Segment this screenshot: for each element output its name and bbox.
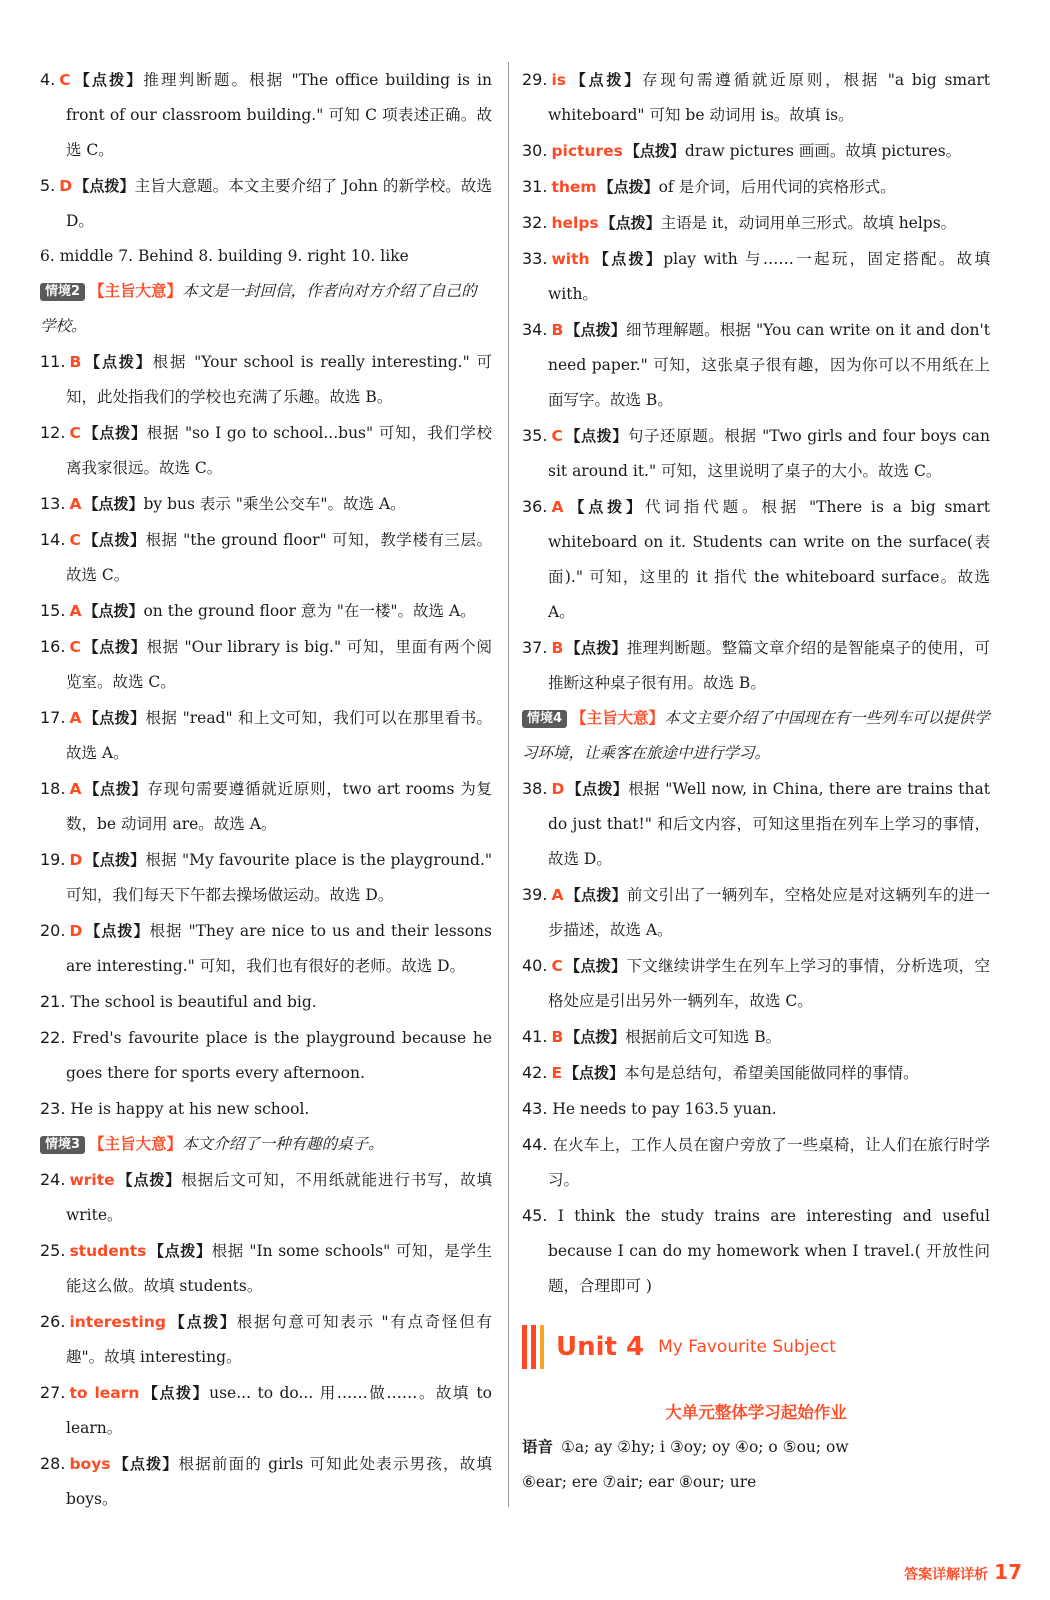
explanation-text: 存现句需遵循就近原则，根据 "a big smart whiteboard" 可知 be 动词用 is。故填 is。 xyxy=(548,71,990,124)
answer-key: D xyxy=(551,780,565,798)
answer-key: interesting xyxy=(69,1313,166,1331)
question-number: 26. xyxy=(40,1312,66,1331)
phonics-answers-1: ①a; ay ②hy; i ③oy; oy ④o; o ⑤ou; ow xyxy=(561,1438,849,1456)
answer-item xyxy=(522,1055,990,1091)
hint-tag: 【点拨】 xyxy=(600,214,661,232)
scene-badge: 情境2 xyxy=(40,283,85,301)
unit-title: Unit 4 xyxy=(556,1332,645,1362)
hint-tag: 【点拨】 xyxy=(598,178,659,196)
question-number: 37. xyxy=(522,638,548,657)
page-footer xyxy=(904,1560,1022,1584)
scene-intro xyxy=(40,274,492,344)
explanation-text: 根据前面的 girls 可知此处表示男孩，故填 boys。 xyxy=(66,1455,492,1508)
question-number: 16. xyxy=(40,637,66,656)
hint-tag: 【点拨】 xyxy=(83,353,153,371)
answer-key: B xyxy=(551,1028,564,1046)
hint-tag: 【点拨】 xyxy=(167,1313,237,1331)
unit-bars-icon xyxy=(522,1325,544,1369)
answer-item xyxy=(522,169,990,205)
hint-tag: 【点拨】 xyxy=(565,321,626,339)
answer-item xyxy=(522,1127,990,1198)
explanation-text: play with 与……一起玩，固定搭配。故填 with。 xyxy=(548,250,990,303)
answer-key: C xyxy=(59,71,71,89)
answer-item xyxy=(522,205,990,241)
question-number: 28. xyxy=(40,1454,66,1473)
answer-key: pictures xyxy=(551,142,623,160)
explanation-text: 细节理解题。根据 "You can write on it and don't need paper." 可知，这张桌子很有趣，因为你可以不用纸在上面写字。故选 B。 xyxy=(548,321,990,409)
question-number: 25. xyxy=(40,1241,66,1260)
explanation-text: He needs to pay 163.5 yuan. xyxy=(552,1100,777,1118)
question-number: 17. xyxy=(40,708,66,727)
explanation-text: 根据 "They are nice to us and their lessons are interesting." 可知，我们也有很好的老师。故选 D。 xyxy=(66,922,492,975)
hint-tag: 【点拨】 xyxy=(591,250,664,268)
scene-intro xyxy=(522,701,990,771)
question-number: 18. xyxy=(40,779,66,798)
explanation-text: 根据前后文可知选 B。 xyxy=(625,1028,782,1046)
answer-item xyxy=(522,630,990,701)
question-number: 23. xyxy=(40,1099,66,1118)
footer-label: 答案详解详析 xyxy=(904,1567,989,1583)
hint-tag: 【点拨】 xyxy=(83,495,144,513)
answer-key: is xyxy=(551,71,566,89)
answer-key: C xyxy=(69,638,81,656)
question-number: 24. xyxy=(40,1170,66,1189)
question-number: 43. xyxy=(522,1099,548,1118)
hint-tag: 【点拨】 xyxy=(141,1384,210,1402)
answer-key: A xyxy=(69,495,82,513)
answer-item xyxy=(522,877,990,948)
question-number: 41. xyxy=(522,1027,548,1046)
column-divider xyxy=(508,62,509,1507)
explanation-text: 本句是总结句，希望美国能做同样的事情。 xyxy=(624,1064,919,1082)
answer-key: helps xyxy=(551,214,599,232)
question-number: 45. xyxy=(522,1206,548,1225)
answer-item xyxy=(40,415,492,486)
answer-item xyxy=(522,312,990,418)
phonics-label: 语音 xyxy=(522,1438,554,1456)
answer-item xyxy=(40,1091,492,1127)
explanation-text: 代词指代题。根据 "There is a big smart whiteboard on it. Students can write on the surface(表面)." 可知，这里的 it 指代 the whiteboard surface。故选 A。 xyxy=(548,498,990,621)
answer-key: to learn xyxy=(69,1384,140,1402)
answer-line: 6. middle 7. Behind 8. building 9. right 10. like xyxy=(40,247,409,265)
answer-item xyxy=(522,489,990,630)
hint-tag: 【点拨】 xyxy=(83,780,148,798)
main-idea-tag: 【主旨大意】 xyxy=(89,1135,183,1153)
explanation-text: use... to do... 用……做……。故填 to learn。 xyxy=(66,1384,492,1437)
hint-tag: 【点拨】 xyxy=(82,424,147,442)
explanation-text: by bus 表示 "乘坐公交车"。故选 A。 xyxy=(143,495,406,513)
answer-item xyxy=(40,168,492,239)
question-number: 14. xyxy=(40,530,66,549)
hint-tag: 【点拨】 xyxy=(565,498,645,516)
answer-item xyxy=(40,842,492,913)
answer-item xyxy=(522,133,990,169)
answer-key: students xyxy=(69,1242,147,1260)
hint-tag: 【点拨】 xyxy=(565,1028,626,1046)
unit-subtitle: My Favourite Subject xyxy=(658,1337,836,1357)
hint-tag: 【点拨】 xyxy=(624,142,685,160)
answer-item xyxy=(522,948,990,1019)
question-number: 34. xyxy=(522,320,548,339)
question-number: 4. xyxy=(40,70,56,89)
explanation-text: 根据后文可知，不用纸就能进行书写，故填 write。 xyxy=(66,1171,492,1224)
unit-heading xyxy=(522,1320,990,1374)
scene-text: 本文是一封回信，作者向对方介绍了自己的学校。 xyxy=(40,282,477,335)
answer-key: C xyxy=(551,427,563,445)
hint-tag: 【点拨】 xyxy=(564,957,627,975)
question-number: 38. xyxy=(522,779,548,798)
explanation-text: Fred's favourite place is the playground because he goes there for sports every afternoon. xyxy=(66,1029,492,1082)
answer-key: D xyxy=(59,177,73,195)
answer-key: C xyxy=(69,531,81,549)
question-number: 29. xyxy=(522,70,548,89)
question-number: 20. xyxy=(40,921,66,940)
explanation-text: 在火车上，工作人员在窗户旁放了一些桌椅，让人们在旅行时学习。 xyxy=(548,1136,990,1189)
explanation-text: 根据 "so I go to school...bus" 可知，我们学校离我家很远。故选 C。 xyxy=(66,424,492,477)
right-column xyxy=(522,62,990,1500)
explanation-text: 根据 "the ground floor" 可知，教学楼有三层。故选 C。 xyxy=(66,531,492,584)
question-number: 32. xyxy=(522,213,548,232)
explanation-text: He is happy at his new school. xyxy=(70,1100,310,1118)
answer-item xyxy=(522,1091,990,1127)
question-number: 36. xyxy=(522,497,548,516)
scene-badge: 情境3 xyxy=(40,1136,85,1154)
answer-item xyxy=(522,1198,990,1304)
main-idea-tag: 【主旨大意】 xyxy=(571,709,665,727)
answer-key: A xyxy=(69,602,82,620)
explanation-text: 根据句意可知表示 "有点奇怪但有趣"。故填 interesting。 xyxy=(66,1313,492,1366)
hint-tag: 【点拨】 xyxy=(82,638,147,656)
hint-tag: 【点拨】 xyxy=(565,886,627,904)
right-answer-list xyxy=(522,62,990,1304)
answer-key: C xyxy=(551,957,563,975)
answer-key: B xyxy=(551,321,564,339)
question-number: 13. xyxy=(40,494,66,513)
answer-item xyxy=(40,62,492,168)
answer-item xyxy=(40,522,492,593)
explanation-text: 根据 "read" 和上文可知，我们可以在那里看书。故选 A。 xyxy=(66,709,492,762)
section-title: 大单元整体学习起始作业 xyxy=(665,1403,847,1422)
question-number: 12. xyxy=(40,423,66,442)
hint-tag: 【点拨】 xyxy=(564,1064,625,1082)
hint-tag: 【点拨】 xyxy=(566,780,629,798)
scene-intro xyxy=(40,1127,492,1162)
question-number: 44. xyxy=(522,1135,548,1154)
scene-badge: 情境4 xyxy=(522,710,567,728)
hint-tag: 【点拨】 xyxy=(565,639,627,657)
main-idea-tag: 【主旨大意】 xyxy=(89,282,183,300)
answer-key: E xyxy=(551,1064,563,1082)
answer-item xyxy=(40,344,492,415)
answer-key: B xyxy=(69,353,82,371)
answer-key: A xyxy=(551,498,564,516)
answer-item xyxy=(40,1446,492,1517)
question-number: 39. xyxy=(522,885,548,904)
answer-item xyxy=(40,984,492,1020)
explanation-text: 句子还原题。根据 "Two girls and four boys can sit around it." 可知，这里说明了桌子的大小。故选 C。 xyxy=(548,427,990,480)
explanation-text: 根据 "Your school is really interesting." 可知，此处指我们的学校也充满了乐趣。故选 B。 xyxy=(66,353,492,406)
question-number: 15. xyxy=(40,601,66,620)
explanation-text: 前文引出了一辆列车，空格处应是对这辆列车的进一步描述，故选 A。 xyxy=(548,886,990,939)
question-number: 42. xyxy=(522,1063,548,1082)
answer-item xyxy=(522,1019,990,1055)
left-column xyxy=(40,62,492,1517)
hint-tag: 【点拨】 xyxy=(83,709,146,727)
explanation-text: 根据 "Well now, in China, there are trains that do just that!" 和后文内容，可知这里指在列车上学习的事情，故选 D。 xyxy=(548,780,990,868)
hint-tag: 【点拨】 xyxy=(116,1171,182,1189)
scene-text: 本文主要介绍了中国现在有一些列车可以提供学习环境，让乘客在旅途中进行学习。 xyxy=(522,709,990,762)
answer-item xyxy=(40,700,492,771)
answer-item xyxy=(40,593,492,629)
explanation-text: The school is beautiful and big. xyxy=(70,993,317,1011)
question-number: 31. xyxy=(522,177,548,196)
explanation-text: of 是介词，后用代词的宾格形式。 xyxy=(658,178,896,196)
answer-item xyxy=(40,1233,492,1304)
answer-key: D xyxy=(69,851,83,869)
explanation-text: 主旨大意题。本文主要介绍了 John 的新学校。故选 D。 xyxy=(66,177,492,230)
answer-item xyxy=(522,62,990,133)
explanation-text: 推理判断题。整篇文章介绍的是智能桌子的使用，可推断这种桌子很有用。故选 B。 xyxy=(548,639,990,692)
question-number: 19. xyxy=(40,850,66,869)
explanation-text: 根据 "My favourite place is the playground." 可知，我们每天下午都去操场做运动。故选 D。 xyxy=(66,851,492,904)
answer-key: write xyxy=(69,1171,115,1189)
explanation-text: I think the study trains are interesting and useful because I can do my homework when I travel.( 开放性问题，合理即可 ) xyxy=(548,1207,990,1295)
scene-text: 本文介绍了一种有趣的桌子。 xyxy=(182,1135,384,1153)
answer-item xyxy=(40,913,492,984)
answer-key: A xyxy=(69,709,82,727)
answer-key: A xyxy=(551,886,564,904)
hint-tag: 【点拨】 xyxy=(82,531,146,549)
answer-key: C xyxy=(69,424,81,442)
question-number: 33. xyxy=(522,249,548,268)
hint-tag: 【点拨】 xyxy=(84,922,150,940)
hint-tag: 【点拨】 xyxy=(568,71,643,89)
question-number: 35. xyxy=(522,426,548,445)
answer-key: with xyxy=(551,250,590,268)
answer-key: A xyxy=(69,780,82,798)
explanation-text: on the ground floor 意为 "在一楼"。故选 A。 xyxy=(143,602,476,620)
question-number: 40. xyxy=(522,956,548,975)
hint-tag: 【点拨】 xyxy=(148,1242,212,1260)
answer-key: them xyxy=(551,178,597,196)
hint-tag: 【点拨】 xyxy=(84,851,146,869)
hint-tag: 【点拨】 xyxy=(74,177,135,195)
phonics-line-1 xyxy=(522,1430,990,1465)
hint-tag: 【点拨】 xyxy=(83,602,144,620)
answer-key: B xyxy=(551,639,564,657)
question-number: 30. xyxy=(522,141,548,160)
explanation-text: 存现句需要遵循就近原则，two art rooms 为复数，be 动词用 are。故选 A。 xyxy=(66,780,492,833)
answer-item xyxy=(40,486,492,522)
answer-item xyxy=(40,1020,492,1091)
phonics-line-2: ⑥ear; ere ⑦air; ear ⑧our; ure xyxy=(522,1473,757,1491)
explanation-text: draw pictures 画画。故填 pictures。 xyxy=(684,142,962,160)
hint-tag: 【点拨】 xyxy=(72,71,144,89)
question-number: 11. xyxy=(40,352,66,371)
question-number: 27. xyxy=(40,1383,66,1402)
question-number: 21. xyxy=(40,992,66,1011)
answer-item xyxy=(40,629,492,700)
answer-key: D xyxy=(69,922,83,940)
explanation-text: 下文继续讲学生在列车上学习的事情，分析选项，空格处应是引出另外一辆列车，故选 C。 xyxy=(548,957,990,1010)
question-number: 5. xyxy=(40,176,56,195)
explanation-text: 根据 "In some schools" 可知，是学生能这么做。故填 students。 xyxy=(66,1242,492,1295)
answer-key: boys xyxy=(69,1455,111,1473)
explanation-text: 推理判断题。根据 "The office building is in front of our classroom building." 可知 C 项表述正确。故选 C。 xyxy=(66,71,492,159)
page-number: 17 xyxy=(994,1560,1022,1584)
answer-item xyxy=(40,1162,492,1233)
answer-item xyxy=(40,1304,492,1375)
answer-item xyxy=(522,771,990,877)
explanation-text: 主语是 it，动词用单三形式。故填 helps。 xyxy=(660,214,957,232)
hint-tag: 【点拨】 xyxy=(564,427,628,445)
answer-item xyxy=(522,241,990,312)
answer-item xyxy=(522,418,990,489)
hint-tag: 【点拨】 xyxy=(112,1455,179,1473)
question-number: 22. xyxy=(40,1028,66,1047)
explanation-text: 根据 "Our library is big." 可知，里面有两个阅览室。故选 C。 xyxy=(66,638,492,691)
answer-item xyxy=(40,771,492,842)
answer-item xyxy=(40,1375,492,1446)
